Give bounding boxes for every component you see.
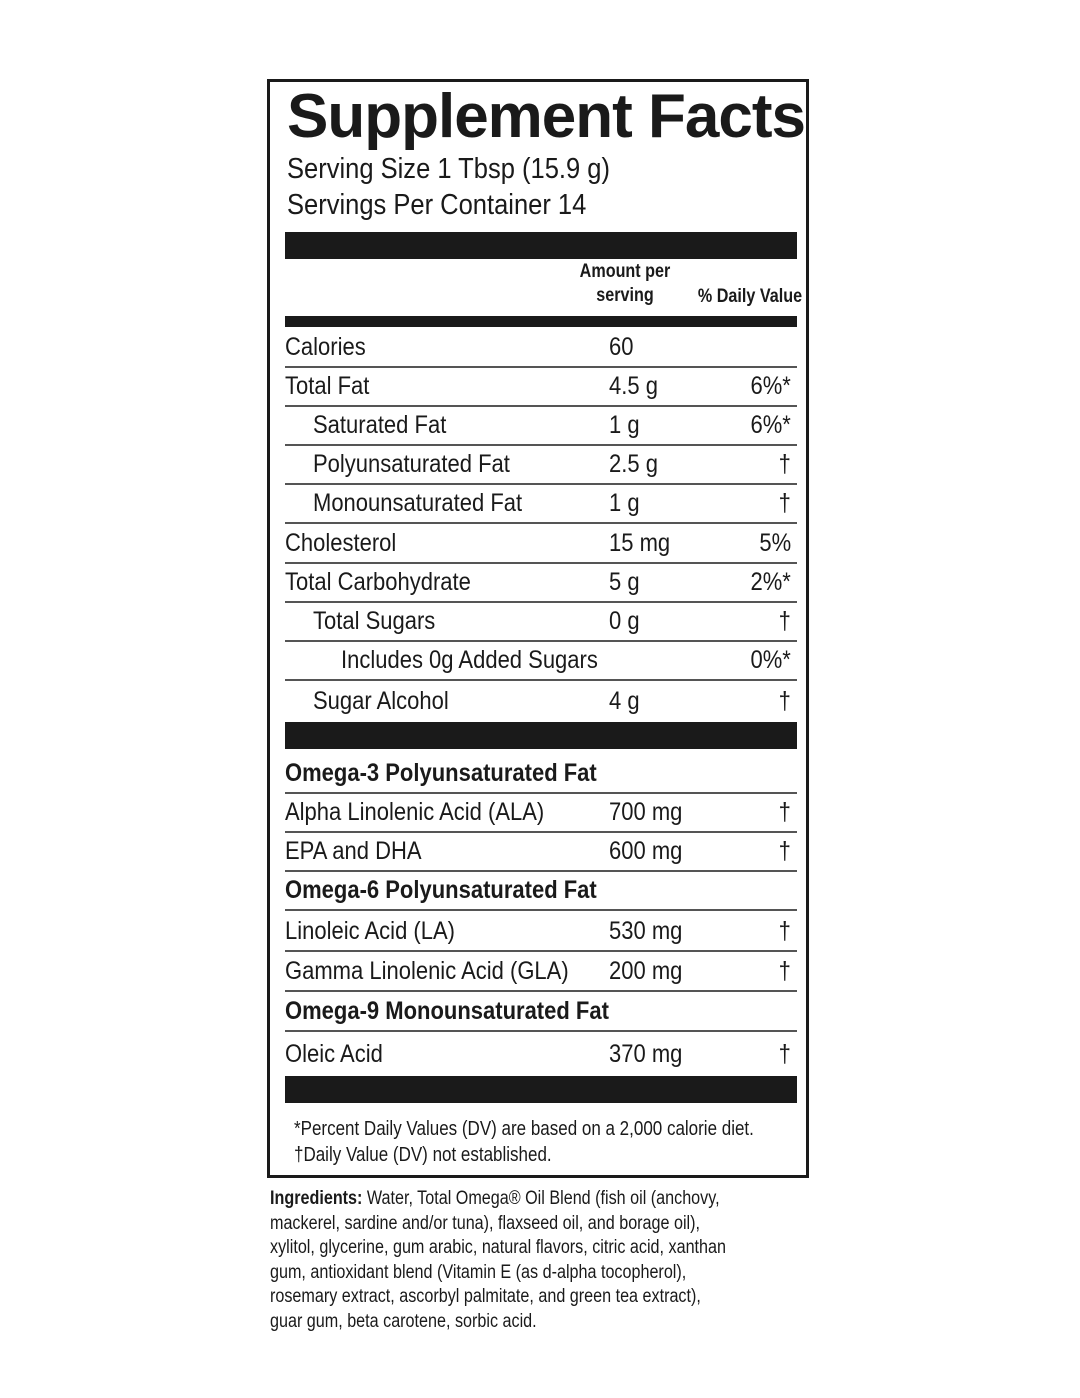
ingredients-label: Ingredients:	[270, 1188, 363, 1209]
nutrient-label: Calories	[285, 333, 366, 361]
header-divider	[285, 316, 797, 327]
nutrient-label: Polyunsaturated Fat	[313, 450, 510, 478]
thick-divider	[285, 722, 797, 749]
nutrient-daily-value: 6%*	[750, 411, 791, 439]
nutrient-daily-value: 5%	[759, 529, 791, 557]
nutrient-daily-value: 6%*	[750, 372, 791, 400]
nutrient-row	[285, 485, 797, 524]
nutrient-label: Cholesterol	[285, 529, 397, 557]
omega-section-heading	[285, 872, 797, 911]
omega-label: EPA and DHA	[285, 837, 422, 865]
nutrient-daily-value: 0%*	[750, 646, 791, 674]
omega-daily-value: †	[778, 1040, 791, 1068]
serving-size: Serving Size 1 Tbsp (15.9 g)	[287, 153, 610, 185]
nutrient-row	[285, 446, 797, 485]
thick-divider	[285, 1076, 797, 1103]
nutrient-row	[285, 681, 797, 720]
omega-daily-value: †	[778, 798, 791, 826]
omega-section-label: Omega-9 Monounsaturated Fat	[285, 997, 609, 1025]
omega-row	[285, 794, 797, 833]
omega-section-heading	[285, 993, 797, 1032]
servings-per-container: Servings Per Container 14	[287, 189, 587, 221]
omega-section-label: Omega-3 Polyunsaturated Fat	[285, 759, 597, 787]
nutrient-label: Total Fat	[285, 372, 370, 400]
ingredients-line: mackerel, sardine and/or tuna), flaxseed oil, and borage oil),	[270, 1212, 701, 1234]
nutrient-label: Sugar Alcohol	[313, 687, 449, 715]
omega-section-label: Omega-6 Polyunsaturated Fat	[285, 876, 597, 904]
nutrient-amount: 2.5 g	[609, 450, 658, 478]
ingredients-text: Water, Total Omega® Oil Blend (fish oil (anchovy,	[362, 1188, 720, 1209]
omega-section-heading	[285, 755, 797, 794]
nutrient-label: Saturated Fat	[313, 411, 447, 439]
nutrient-daily-value: †	[778, 607, 791, 635]
ingredients-line	[270, 1187, 797, 1212]
nutrient-amount: 60	[609, 333, 634, 361]
ingredients-list	[270, 1187, 797, 1334]
nutrient-amount: 5 g	[609, 568, 640, 596]
not-established-footnote: †Daily Value (DV) not established.	[294, 1144, 552, 1166]
thick-divider	[285, 232, 797, 259]
omega-amount: 700 mg	[609, 798, 683, 826]
omega-daily-value: †	[778, 837, 791, 865]
nutrient-row	[285, 564, 797, 603]
nutrient-amount: 4.5 g	[609, 372, 658, 400]
nutrient-daily-value: †	[778, 489, 791, 517]
nutrient-row	[285, 642, 797, 681]
nutrient-label: Total Carbohydrate	[285, 568, 471, 596]
omega-daily-value: †	[778, 957, 791, 985]
nutrient-row	[285, 368, 797, 407]
nutrient-label: Monounsaturated Fat	[313, 489, 523, 517]
omega-row	[285, 953, 797, 992]
nutrient-label: Total Sugars	[313, 607, 436, 635]
nutrient-label: Includes 0g Added Sugars	[341, 646, 598, 674]
ingredients-line: guar gum, beta carotene, sorbic acid.	[270, 1310, 537, 1332]
ingredients-line: rosemary extract, ascorbyl palmitate, and green tea extract),	[270, 1286, 701, 1307]
amount-header-line1: Amount per	[579, 261, 671, 282]
omega-label: Linoleic Acid (LA)	[285, 917, 455, 945]
omega-amount: 200 mg	[609, 957, 683, 985]
nutrient-amount: 4 g	[609, 687, 640, 715]
amount-header-line2: serving	[596, 285, 654, 306]
nutrient-row	[285, 329, 797, 368]
nutrient-amount: 15 mg	[609, 529, 671, 557]
nutrient-row	[285, 525, 797, 564]
nutrient-daily-value: 2%*	[750, 568, 791, 596]
panel-title: Supplement Facts	[287, 82, 805, 151]
omega-row	[285, 1034, 797, 1073]
omega-daily-value: †	[778, 917, 791, 945]
nutrient-daily-value: †	[778, 687, 791, 715]
ingredients-line: gum, antioxidant blend (Vitamin E (as d-alpha tocopherol),	[270, 1261, 687, 1283]
nutrient-amount: 1 g	[609, 489, 640, 517]
daily-value-header: % Daily Value	[697, 286, 803, 307]
omega-row	[285, 913, 797, 952]
omega-amount: 370 mg	[609, 1040, 683, 1068]
nutrient-amount: 0 g	[609, 607, 640, 635]
omega-label: Alpha Linolenic Acid (ALA)	[285, 798, 545, 826]
nutrient-daily-value: †	[778, 450, 791, 478]
nutrient-row	[285, 407, 797, 446]
omega-label: Oleic Acid	[285, 1040, 383, 1068]
omega-row	[285, 833, 797, 872]
nutrient-row	[285, 603, 797, 642]
omega-amount: 530 mg	[609, 917, 683, 945]
ingredients-line: xylitol, glycerine, gum arabic, natural flavors, citric acid, xanthan	[270, 1237, 726, 1258]
omega-amount: 600 mg	[609, 837, 683, 865]
amount-per-serving-header	[566, 260, 685, 308]
supplement-facts-panel	[267, 79, 809, 1178]
nutrient-amount: 1 g	[609, 411, 640, 439]
omega-label: Gamma Linolenic Acid (GLA)	[285, 957, 569, 985]
daily-value-footnote: *Percent Daily Values (DV) are based on a 2,000 calorie diet.	[294, 1118, 754, 1140]
